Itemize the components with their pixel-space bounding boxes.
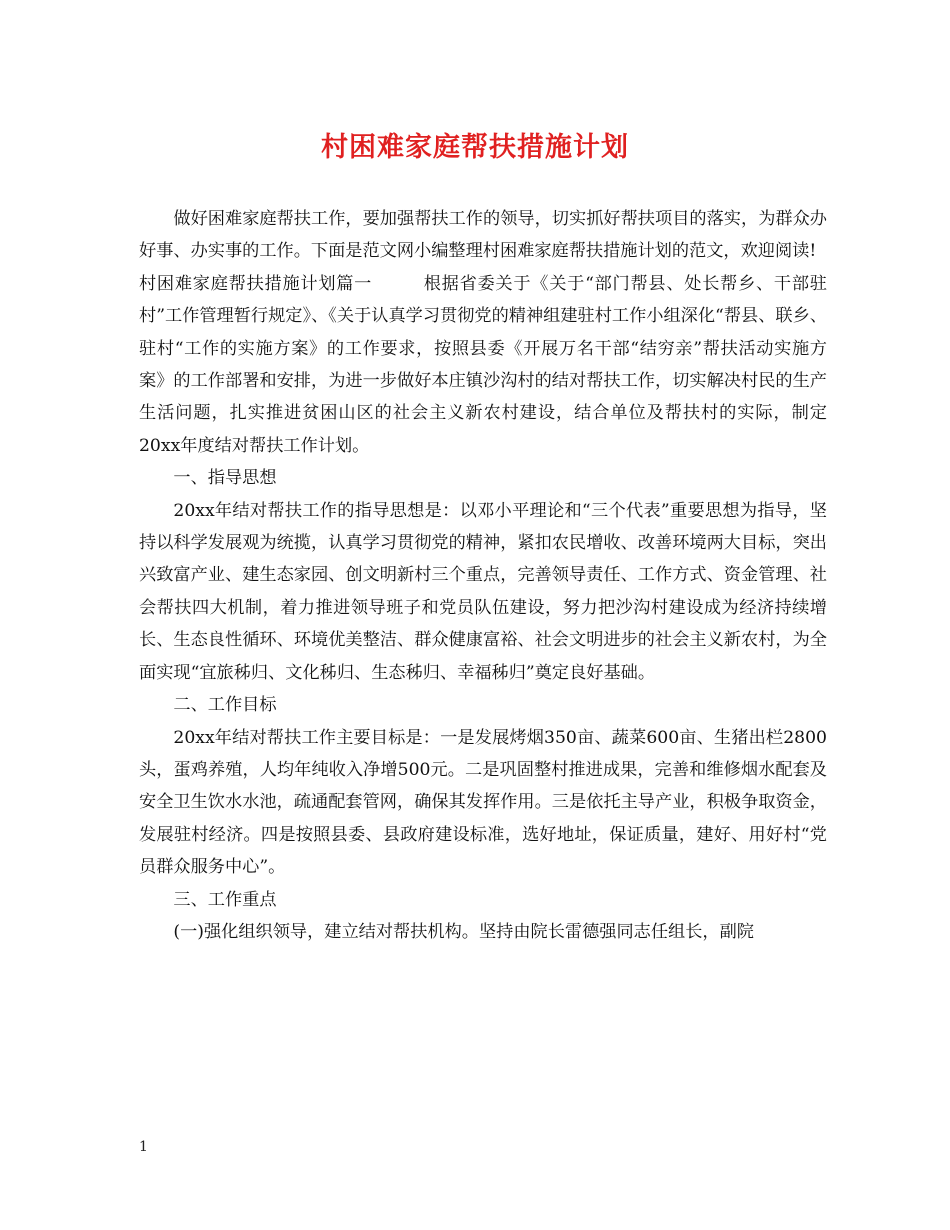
page-number: 1 (139, 1139, 148, 1155)
section-paragraph (139, 268, 827, 462)
paragraph-work-focus: (一)强化组织领导，建立结对帮扶机构。坚持由院长雷德强同志任组长，副院 (173, 921, 754, 942)
document-title: 村困难家庭帮扶措施计划 (321, 132, 629, 163)
section-intro-text: 根据省委关于《关于“部门帮县、处长帮乡、干部驻村”工作管理暂行规定》、《关于认真学习贯彻党的精神组建驻村工作小组深化“帮县、联乡、驻村“工作的实施方案》的工作要求，按照县委《开展万名干部“结穷亲”帮扶活动实施方案》的工作部署和安排，为进一步做好本庄镇沙沟村的结对帮扶工作，切实解决村民的生产生活问题，扎实推进贫困山区的社会主义新农村建设，结合单位及帮扶村的实际，制定20xx年度结对帮扶工作计划。 (139, 273, 827, 456)
document-body (139, 203, 827, 948)
heading-work-focus: 三、工作重点 (173, 889, 277, 910)
heading-work-goals: 二、工作目标 (173, 695, 277, 716)
paragraph-work-goals: 20xx年结对帮扶工作主要目标是：一是发展烤烟350亩、蔬菜600亩、生猪出栏2800头，蛋鸡养殖，人均年纯收入净增500元。二是巩固整村推进成果，完善和维修烟水配套及安全卫生饮水水池，疏通配套管网，确保其发挥作用。三是依托主导产业，积极争取资金，发展驻村经济。四是按照县委、县政府建设标准，选好地址，保证质量，建好、用好村“党员群众服务中心”。 (139, 727, 827, 878)
intro-paragraph: 做好困难家庭帮扶工作，要加强帮扶工作的领导，切实抓好帮扶项目的落实，为群众办好事、办实事的工作。下面是范文网小编整理村困难家庭帮扶措施计划的范文，欢迎阅读! (139, 209, 827, 262)
heading-guiding-thought: 一、指导思想 (173, 468, 277, 489)
section-title: 村困难家庭帮扶措施计划篇一 (139, 273, 373, 294)
paragraph-guiding-thought: 20xx年结对帮扶工作的指导思想是：以邓小平理论和“三个代表”重要思想为指导，坚持以科学发展观为统揽，认真学习贯彻党的精神，紧扣农民增收、改善环境两大目标，突出兴致富产业、建生态家园、创文明新村三个重点，完善领导责任、工作方式、资金管理、社会帮扶四大机制，着力推进领导班子和党员队伍建设，努力把沙沟村建设成为经济持续增长、生态良性循环、环境优美整洁、群众健康富裕、社会文明进步的社会主义新农村，为全面实现“宜旅秭归、文化秭归、生态秭归、幸福秭归”奠定良好基础。 (139, 500, 827, 683)
